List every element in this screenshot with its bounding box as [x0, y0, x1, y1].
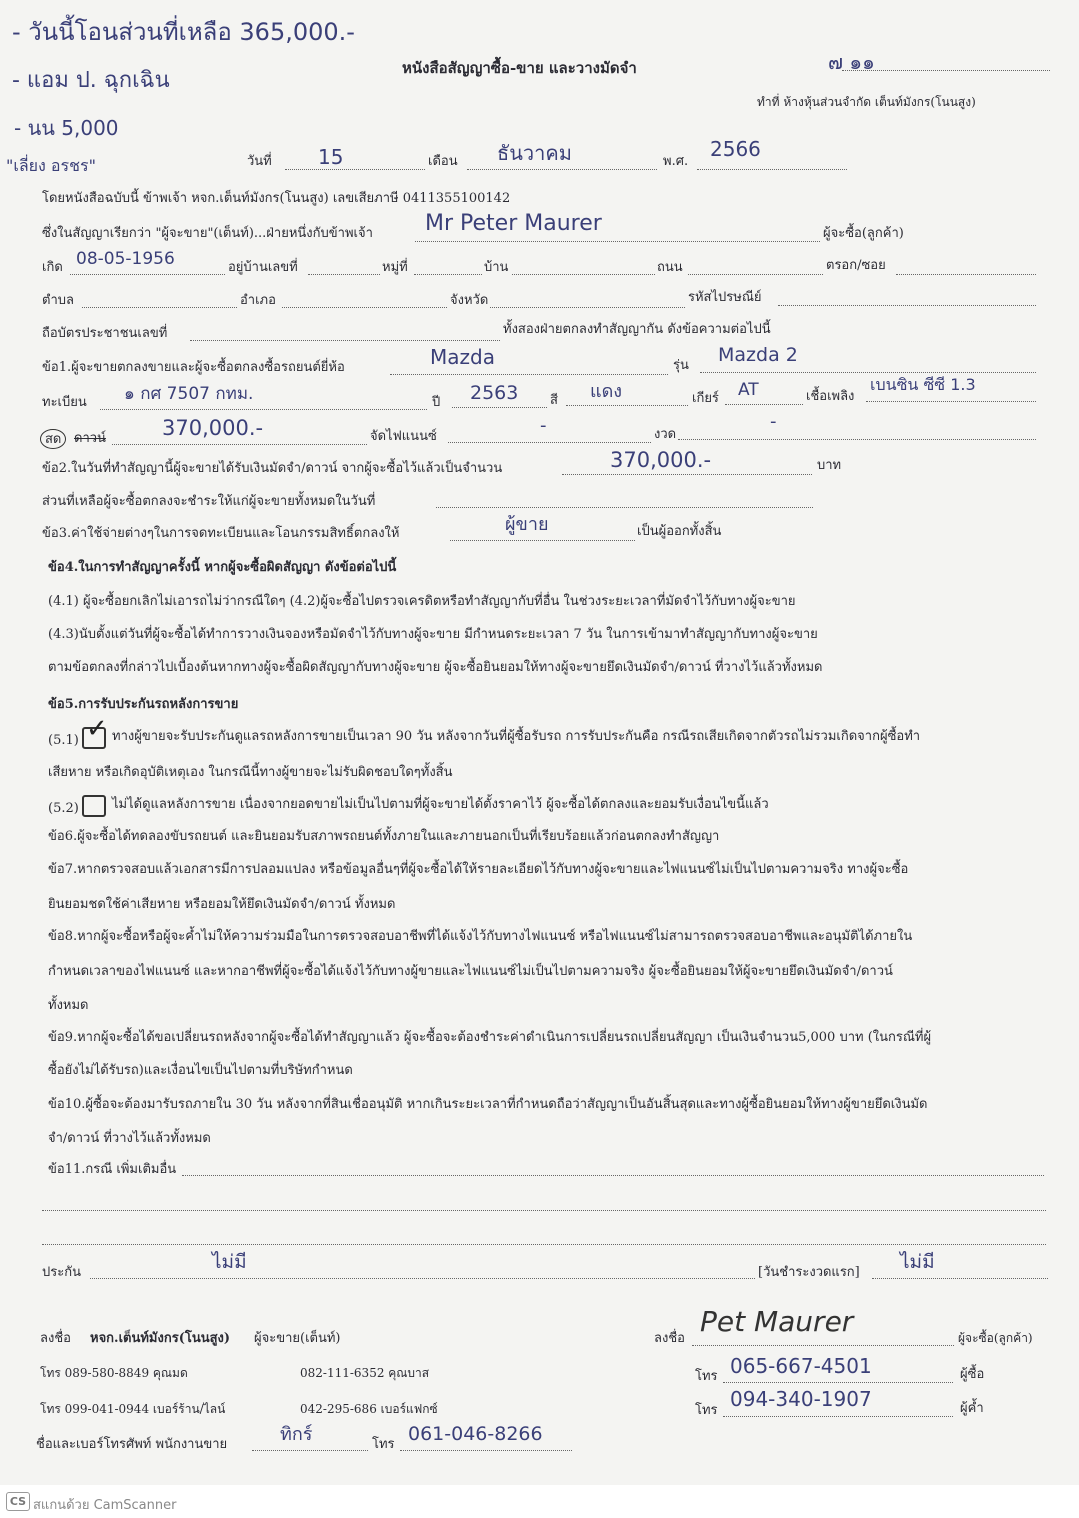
staff-label: ชื่อและเบอร์โทรศัพท์ พนักงานขาย	[36, 1437, 228, 1452]
date-day-label: วันที่	[247, 154, 272, 169]
buyer-tel-label-1: โทร	[695, 1369, 718, 1384]
buyer-name: Mr Peter Maurer	[425, 211, 602, 236]
staff-tel: 061-046-8266	[408, 1423, 543, 1445]
car-gear: AT	[738, 380, 759, 400]
buyer-tel-1: 065-667-4501	[730, 1354, 872, 1378]
clause10-line2: จำ/ดาวน์ ที่วางไว้แล้วทั้งหมด	[48, 1131, 211, 1146]
buyer-sign-role: ผู้จะซื้อ(ลูกค้า)	[958, 1331, 1033, 1345]
clause6-text: ข้อ6.ผู้จะซื้อได้ทดลองขับรถยนต์ และยินยอมรับสภาพรถยนต์ทั้งภายในและภายนอกเป็นที่เรียบร้อยแล้วก่อนตกลงทำสัญญา	[48, 829, 720, 844]
date-year: 2566	[710, 137, 761, 161]
finance-label: จัดไฟแนนซ์	[370, 429, 437, 444]
first-payment-value: ไม่มี	[900, 1251, 935, 1273]
clause2-rest: ส่วนที่เหลือผู้จะซื้อตกลงจะชำระให้แก่ผู้จะขายทั้งหมดในวันที่	[42, 494, 376, 509]
clause2-amount: 370,000.-	[610, 448, 712, 472]
date-day: 15	[318, 145, 344, 169]
clause2-unit: บาท	[817, 458, 842, 473]
car-color-label: สี	[550, 393, 558, 408]
date-month: ธันวาคม	[497, 141, 572, 165]
buyer-prefix: ซึ่งในสัญญาเรียกว่า "ผู้จะขาย"(เต็นท์)...ฝ่ายหนึ่งกับข้าพเจ้า	[42, 226, 373, 241]
car-gear-label: เกียร์	[692, 391, 719, 406]
clause2-text: ข้อ2.ในวันที่ทำสัญญานี้ผู้จะขายได้รับเงินมัดจำ/ดาวน์ จากผู้จะซื้อไว้แล้วเป็นจำนวน	[42, 461, 503, 476]
margin-note-name: "เลี่ยง อรชร"	[6, 156, 96, 175]
page-title: หนังสือสัญญาซื้อ-ขาย และวางมัดจำ	[402, 59, 637, 77]
buyer-tel-label-2: โทร	[695, 1403, 718, 1418]
seller-sign-label: ลงชื่อ	[40, 1331, 71, 1346]
first-payment-label: [วันชำระงวดแรก]	[758, 1265, 860, 1280]
clause4-line2: (4.3)นับตั้งแต่วันที่ผู้จะซื้อได้ทำการวางเงินจองหรือมัดจำไว้กับทางผู้จะขาย มีกำหนดระยะเวลา 7 วัน ในการเข้ามาทำสัญญากับทางผู้จะขาย	[48, 627, 818, 642]
clause3-suffix: เป็นผู้ออกทั้งสิ้น	[637, 524, 722, 539]
clause9-line2: ซื้อยังไม่ได้รับรถ)และเงื่อนไขเป็นไปตามที่บริษัทกำหนด	[48, 1063, 353, 1078]
seller-sign-role: ผู้จะขาย(เต็นท์)	[254, 1331, 341, 1346]
insurance-label: ประกัน	[42, 1265, 81, 1280]
clause5-1-label: (5.1)	[48, 733, 79, 748]
seller-contact-3: โทร 099-041-0944 เบอร์ร้าน/ไลน์	[40, 1402, 226, 1416]
tambon-label: ตำบล	[42, 293, 74, 308]
clause8-line1: ข้อ8.หากผู้จะซื้อหรือผู้จะค้ำไม่ให้ความร่วมมือในการตรวจสอบอาชีพที่ได้แจ้งไว้กับทางไฟแนนซ์ หรือไฟแนนซ์ไม่สามารถตรวจสอบอาชีพและอนุมัติได้ภายใน	[48, 929, 913, 944]
ban-label: บ้าน	[484, 260, 509, 275]
clause11-label: ข้อ11.กรณี เพิ่มเติมอื่น	[48, 1162, 177, 1177]
car-registration: ๑ กศ 7507 กทม.	[124, 384, 254, 404]
clause5-1-line2: เสียหาย หรือเกิดอุบัติเหตุเอง ในกรณีนี้ทางผู้ขายจะไม่รับผิดชอบใดๆทั้งสิ้น	[48, 765, 453, 780]
car-model: Mazda 2	[718, 344, 798, 366]
price-value: 370,000.-	[162, 416, 264, 440]
buyer-suffix: ผู้จะซื้อ(ลูกค้า)	[823, 226, 904, 241]
clause1-label: ข้อ1.ผู้จะขายตกลงขายและผู้จะซื้อตกลงซื้อรถยนต์ยี่ห้อ	[42, 360, 345, 375]
clause3-text: ข้อ3.ค่าใช้จ่ายต่างๆในการจดทะเบียนและโอนกรรมสิทธิ์ตกลงให้	[42, 526, 400, 541]
margin-note-amount: - นน 5,000	[14, 116, 119, 140]
clause3-payer: ผู้ขาย	[505, 514, 549, 535]
car-model-label: รุ่น	[673, 358, 689, 373]
soi-label: ตรอก/ซอย	[826, 258, 886, 273]
clause9-line1: ข้อ9.หากผู้จะซื้อได้ขอเปลี่ยนรถหลังจากผู้จะซื้อได้ทำสัญญาแล้ว ผู้จะซื้อจะต้องชำระค่าดำเนินการเปลี่ยนรถเปลี่ยนสัญญา เป็นเงินจำนวน5,000 บาท (ในกรณีที่ผู้	[48, 1030, 932, 1045]
clause5-heading: ข้อ5.การรับประกันรถหลังการขาย	[48, 697, 239, 712]
date-month-label: เดือน	[428, 154, 458, 169]
clause7-line1: ข้อ7.หากตรวจสอบแล้วเอกสารมีการปลอมแปลง หรือข้อมูลอื่นๆที่ผู้จะซื้อได้ให้รายละเอียดไว้กับทางผู้จะขายและไฟแนนซ์ไม่เป็นไปตามความจริง ทางผู้จะซื้อ	[48, 862, 909, 877]
buyer-tel-2: 094-340-1907	[730, 1387, 872, 1411]
price-cash-label: สด	[40, 429, 66, 449]
insurance-value: ไม่มี	[212, 1251, 247, 1273]
clause5-1-line1: ทางผู้ขายจะรับประกันดูแลรถหลังการขายเป็นเวลา 90 วัน หลังจากวันที่ผู้ซื้อรับรถ การรับประกันคือ กรณีรถเสียเกิดจากตัวรถไม่รวมเกิดจากผู้ซื้อทำ	[112, 729, 921, 744]
clause4-line3: ตามข้อตกลงที่กล่าวไปเบื้องต้นหากทางผู้จะซื้อผิดสัญญากับทางผู้จะขาย ผู้จะซื้อยินยอมให้ทางผู้จะขายยึดเงินมัดจำ/ดาวน์ ที่วางไว้แล้วทั้งหมด	[48, 660, 823, 675]
car-fuel: เบนซิน ซีซี 1.3	[870, 375, 976, 394]
date-year-label: พ.ศ.	[663, 154, 689, 169]
seller-contact-2: 082-111-6352 คุณบาส	[300, 1366, 430, 1380]
clause4-heading: ข้อ4.ในการทำสัญญาครั้งนี้ หากผู้จะซื้อผิดสัญญา ดังข้อต่อไปนี้	[48, 560, 397, 575]
road-label: ถนน	[657, 260, 683, 275]
province-label: จังหวัด	[450, 293, 489, 308]
idcard-suffix: ทั้งสองฝ่ายตกลงทำสัญญากัน ดังข้อความต่อไปนี้	[503, 322, 771, 337]
car-brand: Mazda	[430, 345, 495, 369]
clause5-2-text: ไม่ได้ดูแลหลังการขาย เนื่องจากยอดขายไม่เป็นไปตามที่ผู้จะขายได้ตั้งราคาไว้ ผู้จะซื้อได้ตกลงและยอมรับเงื่อนไขนี้แล้ว	[112, 797, 769, 812]
clause10-line1: ข้อ10.ผู้ซื้อจะต้องมารับรถภายใน 30 วัน หลังจากที่สินเชื่ออนุมัติ หากเกินระยะเวลาที่กำหนดถือว่าสัญญาเป็นอันสิ้นสุดและทางผู้ซื้อยินยอมให้ทางผู้ขายยึดเงินมัด	[48, 1097, 928, 1112]
seller-sign-name: หจก.เต็นท์มังกร(โนนสูง)	[90, 1331, 231, 1346]
period-label: งวด	[654, 427, 677, 442]
check-icon: ✓	[86, 714, 108, 744]
clause4-line1: (4.1) ผู้จะซื้อยกเลิกไม่เอารถไม่ว่ากรณีใดๆ (4.2)ผู้จะซื้อไปตรวจเครดิตหรือทำสัญญากับที่อื่น ในช่วงระยะเวลาที่มัดจำไว้กับทางผู้จะขาย	[48, 594, 796, 609]
buyer-sign-label: ลงชื่อ	[654, 1331, 685, 1346]
staff-name: ทิกร์	[280, 1424, 313, 1445]
buyer-signature: Pet Maurer	[700, 1305, 854, 1338]
seller-contact-4: 042-295-686 เบอร์แฟกซ์	[300, 1402, 438, 1416]
no-warranty-checkbox[interactable]	[82, 795, 106, 817]
camscanner-logo-icon: CS	[6, 1492, 30, 1511]
camscanner-text: สแกนด้วย CamScanner	[33, 1498, 177, 1513]
staff-tel-label: โทร	[372, 1437, 395, 1452]
birth-label: เกิด	[42, 260, 63, 275]
margin-note-transfer: - วันนี้โอนส่วนที่เหลือ 365,000.-	[12, 18, 355, 46]
house-no-label: อยู่บ้านเลขที่	[228, 260, 298, 275]
buyer-role-1: ผู้ซื้อ	[960, 1367, 985, 1382]
car-year: 2563	[470, 382, 519, 404]
amphoe-label: อำเภอ	[240, 293, 276, 308]
doc-number: ๗ ๑๑	[828, 50, 875, 74]
idcard-label: ถือบัตรประชาชนเลขที่	[42, 326, 168, 341]
period-value: -	[770, 411, 777, 432]
seller-contact-1: โทร 089-580-8849 คุณมด	[40, 1366, 188, 1380]
clause7-line2: ยินยอมชดใช้ค่าเสียหาย หรือยอมให้ยึดเงินมัดจำ/ดาวน์ ทั้งหมด	[48, 897, 396, 912]
contract-place: ทำที่ ห้างหุ้นส่วนจำกัด เต็นท์มังกร(โนนสูง)	[757, 95, 976, 109]
margin-note-emergency: - แอม ป. ฉุกเฉิน	[12, 68, 170, 93]
postcode-label: รหัสไปรษณีย์	[688, 290, 762, 305]
buyer-role-2: ผู้ค้ำ	[960, 1401, 984, 1416]
clause5-2-label: (5.2)	[48, 801, 79, 816]
intro-line: โดยหนังสือฉบับนี้ ข้าพเจ้า หจก.เต็นท์มังกร(โนนสูง) เลขเสียภาษี 0411355100142	[42, 191, 511, 206]
clause8-line2: กำหนดเวลาของไฟแนนซ์ และหากอาชีพที่ผู้จะซื้อได้แจ้งไว้กับทางผู้ขายและไฟแนนซ์ไม่เป็นไปตามความจริง ผู้จะซื้อยินยอมให้ผู้จะขายยึดเงินมัดจำ/ดาวน์	[48, 964, 893, 979]
moo-label: หมู่ที่	[382, 260, 408, 275]
car-fuel-label: เชื้อเพลิง	[806, 389, 855, 404]
finance-value: -	[540, 415, 547, 436]
car-year-label: ปี	[432, 395, 441, 410]
clause8-line3: ทั้งหมด	[48, 998, 89, 1013]
price-down-label: ดาวน์	[74, 431, 106, 446]
car-color: แดง	[590, 381, 623, 402]
birth-date: 08-05-1956	[76, 249, 175, 269]
car-reg-label: ทะเบียน	[42, 395, 87, 410]
